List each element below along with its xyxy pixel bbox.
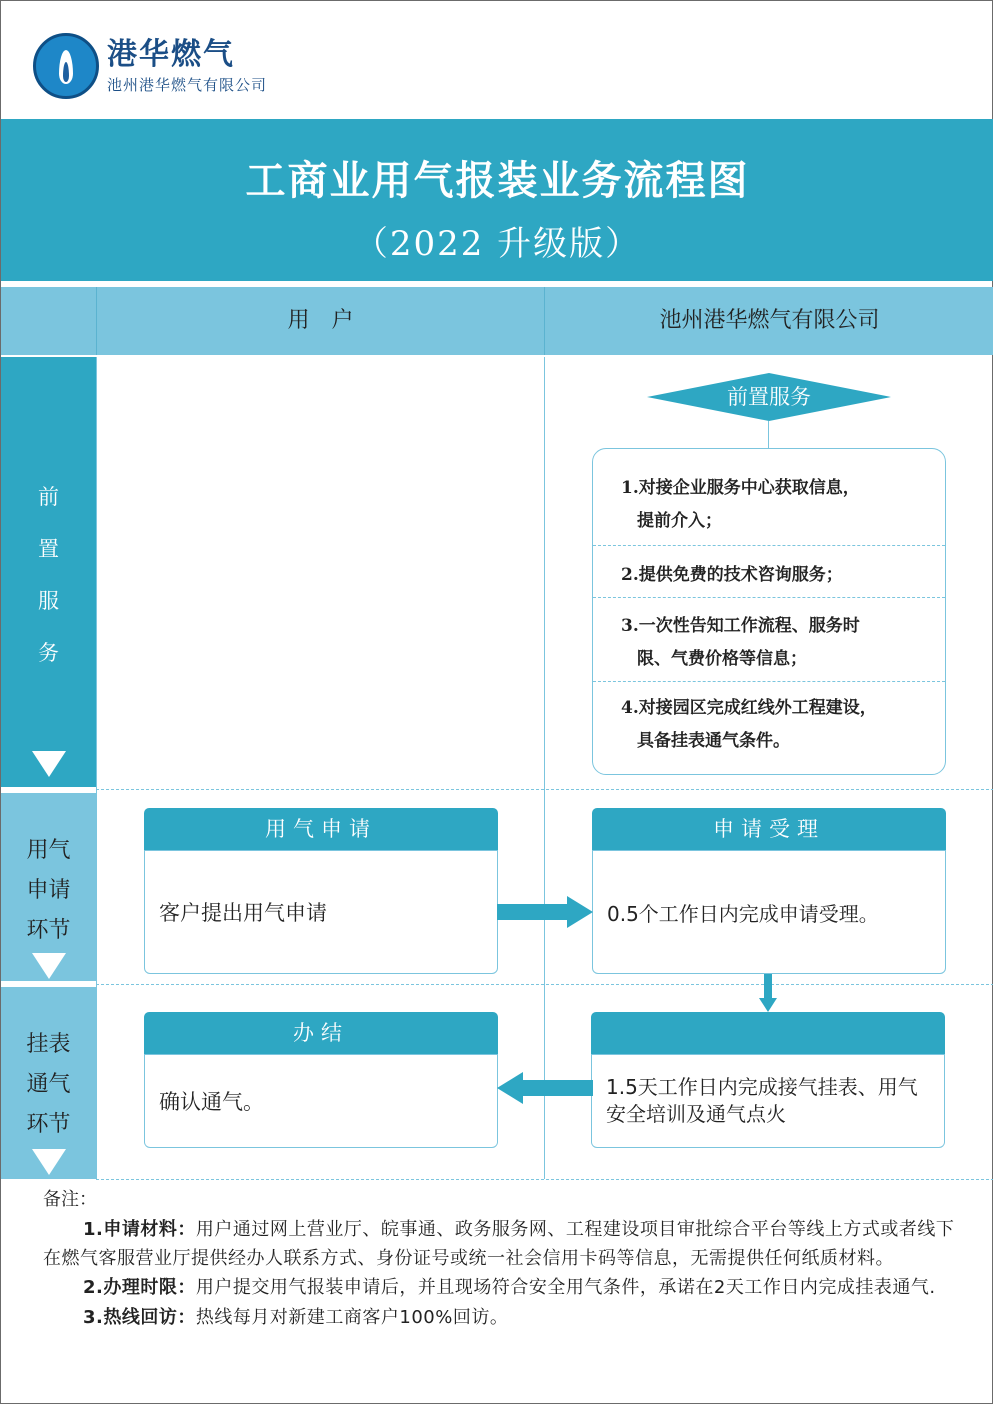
step-body: 客户提出用气申请 [144,850,498,974]
step-title [591,1012,945,1054]
lane-divider [544,357,545,1179]
step-card-install [591,1012,945,1148]
page-title: 工商业用气报装业务流程图 [245,158,750,204]
step-title: 办结 [144,1012,498,1054]
lane-header-user: 用 户 [287,308,354,333]
stage-apply [1,793,96,981]
down-triangle-icon [32,751,66,777]
step-card-accept [592,808,946,974]
company-logo [33,31,267,101]
note-item: 2.办理时限：用户提交用气报装申请后，并且现场符合安全用气条件，承诺在2天工作日内完成挂表通气. [83,1277,936,1298]
connector-line [768,421,769,448]
pre-service-item: 3.一次性告知工作流程、服务时 限、气费价格等信息； [621,616,860,669]
down-triangle-icon [32,953,66,979]
down-triangle-icon [32,1149,66,1175]
notes-title: 备注： [43,1189,97,1210]
page-subtitle: （2022 升级版） [353,224,642,264]
logo-subtitle: 池州港华燃气有限公司 [107,75,268,94]
stage-divider [96,789,993,790]
stage-install [1,987,96,1179]
stage-label-char: 服 [38,589,59,613]
diamond-label: 前置服务 [727,385,811,409]
stage-label-char: 务 [38,641,59,665]
pre-service-item: 1.对接企业服务中心获取信息， 提前介入； [621,478,860,531]
lane-header-row [1,287,993,355]
note-item: 1.申请材料：用户通过网上营业厅、皖事通、政务服务网、工程建设项目审批综合平台等线上方式或者线下在燃气客服营业厅提供经办人联系方式、身份证号或统一社会信用卡码等信息，无需提供任何纸质材料。 [43,1219,955,1269]
pre-service-diamond [647,373,891,421]
step-body: 确认通气。 [144,1054,498,1148]
step-card-apply [144,808,498,974]
lane-divider [96,357,97,1179]
stage-label-line: 通气 [26,1072,71,1097]
step-title: 申请受理 [592,808,946,850]
note-item: 3.热线回访：热线每月对新建工商客户100%回访。 [83,1307,509,1328]
arrow-down-icon [759,974,777,1012]
stage-divider [96,1179,993,1180]
stage-label-line: 挂表 [26,1032,71,1057]
step-title: 用气申请 [144,808,498,850]
step-card-finish [144,1012,498,1148]
flame-icon [33,33,99,99]
pre-service-item: 2.提供免费的技术咨询服务； [621,565,843,585]
stage-label-line: 环节 [26,1112,71,1137]
lane-header-company: 池州港华燃气有限公司 [659,308,880,333]
stage-label-line: 环节 [26,918,71,943]
pre-service-item: 4.对接园区完成红线外工程建设， 具备挂表通气条件。 [621,698,877,751]
stage-label-line: 申请 [26,878,71,903]
stage-pre-service [1,357,96,787]
stage-divider [96,984,993,985]
title-band [1,119,993,281]
arrow-right-icon [497,896,593,928]
arrow-left-icon [497,1072,593,1104]
stage-label-char: 前 [38,485,59,509]
step-body: 0.5个工作日内完成申请受理。 [592,850,946,974]
stage-label-char: 置 [38,537,59,561]
pre-service-list [592,448,946,775]
stage-label-line: 用气 [26,838,71,863]
logo-name: 港华燃气 [107,36,235,72]
step-body: 1.5天工作日内完成接气挂表、用气安全培训及通气点火 [591,1054,945,1148]
notes-section [43,1185,958,1333]
